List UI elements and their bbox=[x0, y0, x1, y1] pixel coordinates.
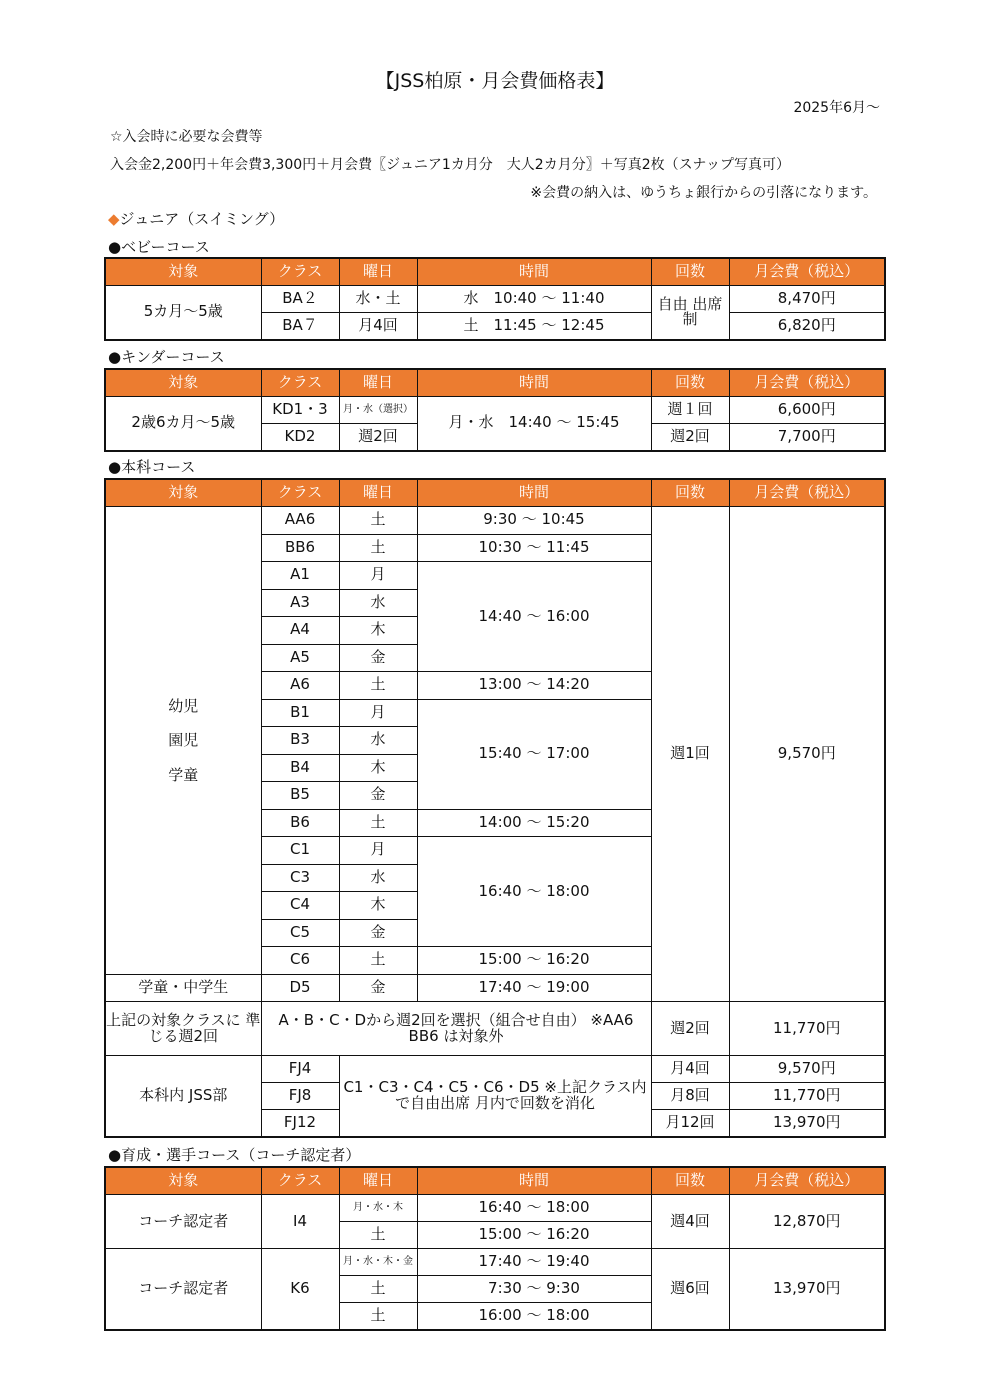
class-cell: A4 bbox=[261, 617, 339, 645]
class-cell: A5 bbox=[261, 644, 339, 672]
day-cell: 月4回 bbox=[339, 313, 417, 340]
column-header: 時間 bbox=[417, 369, 651, 397]
target-cell: 学童・中学生 bbox=[105, 974, 261, 1002]
fee-cell: 13,970円 bbox=[729, 1249, 885, 1330]
time-cell: 17:40 ～ 19:00 bbox=[417, 974, 651, 1002]
class-cell: K6 bbox=[261, 1249, 339, 1330]
count-cell: 月12回 bbox=[651, 1110, 729, 1137]
class-cell: FJ12 bbox=[261, 1110, 339, 1137]
table-header bbox=[105, 479, 885, 507]
count-cell: 週2回 bbox=[651, 1002, 729, 1056]
time-cell: 16:40 ～ 18:00 bbox=[417, 837, 651, 947]
class-cell: C4 bbox=[261, 892, 339, 920]
day-cell: 土 bbox=[339, 507, 417, 535]
column-header: 時間 bbox=[417, 258, 651, 286]
class-cell: FJ8 bbox=[261, 1083, 339, 1110]
effective-date: 2025年6月～ bbox=[793, 100, 880, 116]
fee-cell: 8,470円 bbox=[729, 286, 885, 313]
column-header: 曜日 bbox=[339, 1167, 417, 1195]
time-cell: 9:30 ～ 10:45 bbox=[417, 507, 651, 535]
count-cell: 週1回 bbox=[651, 507, 729, 1002]
description-cell: C1・C3・C4・C5・C6・D5 ※上記クラス内で自由出席 月内で回数を消化 bbox=[339, 1056, 651, 1137]
target-cell: コーチ認定者 bbox=[105, 1249, 261, 1330]
intro-fees: 入会金2,200円＋年会費3,300円＋月会費〖ジュニア1カ月分 大人2カ月分〗＋写真2枚（スナップ写真可） bbox=[110, 157, 791, 173]
time-cell: 10:30 ～ 11:45 bbox=[417, 534, 651, 562]
table-header bbox=[105, 369, 885, 397]
column-header: 時間 bbox=[417, 1167, 651, 1195]
column-header: 対象 bbox=[105, 258, 261, 286]
day-cell: 水 bbox=[339, 589, 417, 617]
day-cell: 土 bbox=[339, 1276, 417, 1303]
class-cell: KD2 bbox=[261, 424, 339, 451]
column-header: 曜日 bbox=[339, 479, 417, 507]
column-header: 曜日 bbox=[339, 369, 417, 397]
class-cell: KD1・3 bbox=[261, 397, 339, 424]
day-cell: 金 bbox=[339, 782, 417, 810]
class-cell: B5 bbox=[261, 782, 339, 810]
day-cell: 金 bbox=[339, 974, 417, 1002]
class-cell: C1 bbox=[261, 837, 339, 865]
day-cell: 土 bbox=[339, 672, 417, 700]
day-cell: 木 bbox=[339, 617, 417, 645]
page-title: 【JSS柏原・月会費価格表】 bbox=[375, 70, 615, 92]
target-cell: 5カ月～5歳 bbox=[105, 286, 261, 340]
column-header: 回数 bbox=[651, 369, 729, 397]
count-cell: 週6回 bbox=[651, 1249, 729, 1330]
kinder-course-title: ●キンダーコース bbox=[108, 348, 225, 366]
class-cell: A6 bbox=[261, 672, 339, 700]
column-header: 対象 bbox=[105, 479, 261, 507]
time-cell: 13:00 ～ 14:20 bbox=[417, 672, 651, 700]
fee-cell: 7,700円 bbox=[729, 424, 885, 451]
time-cell: 14:40 ～ 16:00 bbox=[417, 562, 651, 672]
junior-label: ジュニア（スイミング） bbox=[119, 210, 285, 228]
target-cell: 上記の対象クラスに 準じる週2回 bbox=[105, 1002, 261, 1056]
column-header: 回数 bbox=[651, 258, 729, 286]
time-cell: 16:40 ～ 18:00 bbox=[417, 1195, 651, 1222]
day-cell: 水・土 bbox=[339, 286, 417, 313]
fee-cell: 9,570円 bbox=[729, 507, 885, 1002]
description-cell: A・B・C・Dから週2回を選択（組合せ自由） ※AA6 BB6 は対象外 bbox=[261, 1002, 651, 1056]
day-cell: 土 bbox=[339, 1303, 417, 1330]
intro-heading: ☆入会時に必要な会費等 bbox=[110, 129, 263, 145]
target-cell: コーチ認定者 bbox=[105, 1195, 261, 1249]
table-row bbox=[105, 1195, 885, 1222]
day-cell: 月 bbox=[339, 837, 417, 865]
target-label: 学童 bbox=[168, 765, 199, 784]
column-header: 時間 bbox=[417, 479, 651, 507]
fee-cell: 13,970円 bbox=[729, 1110, 885, 1137]
junior-heading bbox=[108, 208, 284, 229]
table-row bbox=[105, 1002, 885, 1056]
column-header: 曜日 bbox=[339, 258, 417, 286]
table-row bbox=[105, 286, 885, 313]
day-cell: 木 bbox=[339, 892, 417, 920]
day-cell: 月・水・木 bbox=[339, 1195, 417, 1222]
time-cell: 月・水 14:40 ～ 15:45 bbox=[417, 397, 651, 451]
count-cell: 月8回 bbox=[651, 1083, 729, 1110]
table-header bbox=[105, 258, 885, 286]
time-cell: 水 10:40 ～ 11:40 bbox=[417, 286, 651, 313]
column-header: クラス bbox=[261, 479, 339, 507]
column-header: 月会費（税込） bbox=[729, 1167, 885, 1195]
class-cell: D5 bbox=[261, 974, 339, 1002]
day-cell: 月・水（選択） bbox=[339, 397, 417, 424]
fee-cell: 6,600円 bbox=[729, 397, 885, 424]
diamond-icon: ◆ bbox=[108, 210, 120, 228]
target-label: 園児 bbox=[168, 731, 199, 749]
day-cell: 土 bbox=[339, 947, 417, 975]
column-header: クラス bbox=[261, 369, 339, 397]
class-cell: A1 bbox=[261, 562, 339, 590]
target-cell bbox=[105, 507, 261, 975]
class-cell: AA6 bbox=[261, 507, 339, 535]
fee-cell: 11,770円 bbox=[729, 1083, 885, 1110]
day-cell: 土 bbox=[339, 1222, 417, 1249]
time-cell: 15:00 ～ 16:20 bbox=[417, 1222, 651, 1249]
day-cell: 土 bbox=[339, 534, 417, 562]
class-cell: BA２ bbox=[261, 286, 339, 313]
column-header: クラス bbox=[261, 258, 339, 286]
count-cell: 週１回 bbox=[651, 397, 729, 424]
column-header: 回数 bbox=[651, 479, 729, 507]
class-cell: B4 bbox=[261, 754, 339, 782]
class-cell: FJ4 bbox=[261, 1056, 339, 1083]
class-cell: BB6 bbox=[261, 534, 339, 562]
column-header: 月会費（税込） bbox=[729, 369, 885, 397]
table-row bbox=[105, 507, 885, 535]
count-cell: 週4回 bbox=[651, 1195, 729, 1249]
honka-course-table bbox=[104, 478, 886, 1138]
intro-note: ※会費の納入は、ゆうちょ銀行からの引落になります。 bbox=[530, 185, 877, 201]
class-cell: BA７ bbox=[261, 313, 339, 340]
table-row bbox=[105, 397, 885, 424]
target-label: 幼児 bbox=[168, 696, 199, 715]
class-cell: A3 bbox=[261, 589, 339, 617]
fee-cell: 11,770円 bbox=[729, 1002, 885, 1056]
column-header: 対象 bbox=[105, 369, 261, 397]
column-header: クラス bbox=[261, 1167, 339, 1195]
time-cell: 15:00 ～ 16:20 bbox=[417, 947, 651, 975]
target-cell: 本科内 JSS部 bbox=[105, 1056, 261, 1137]
baby-course-table bbox=[104, 257, 886, 341]
class-cell: C3 bbox=[261, 864, 339, 892]
table-row bbox=[105, 1056, 885, 1083]
time-cell: 14:00 ～ 15:20 bbox=[417, 809, 651, 837]
honka-course-title: ●本科コース bbox=[108, 458, 196, 476]
time-cell: 7:30 ～ 9:30 bbox=[417, 1276, 651, 1303]
column-header: 対象 bbox=[105, 1167, 261, 1195]
class-cell: C5 bbox=[261, 919, 339, 947]
class-cell: B1 bbox=[261, 699, 339, 727]
day-cell: 金 bbox=[339, 919, 417, 947]
fee-cell: 6,820円 bbox=[729, 313, 885, 340]
day-cell: 月 bbox=[339, 562, 417, 590]
day-cell: 週2回 bbox=[339, 424, 417, 451]
count-cell: 週2回 bbox=[651, 424, 729, 451]
column-header: 月会費（税込） bbox=[729, 258, 885, 286]
coach-course-title: ●育成・選手コース（コーチ認定者） bbox=[108, 1146, 361, 1164]
table-header bbox=[105, 1167, 885, 1195]
class-cell: B3 bbox=[261, 727, 339, 755]
fee-cell: 12,870円 bbox=[729, 1195, 885, 1249]
time-cell: 土 11:45 ～ 12:45 bbox=[417, 313, 651, 340]
count-cell: 月4回 bbox=[651, 1056, 729, 1083]
fee-cell: 9,570円 bbox=[729, 1056, 885, 1083]
time-cell: 17:40 ～ 19:40 bbox=[417, 1249, 651, 1276]
time-cell: 15:40 ～ 17:00 bbox=[417, 699, 651, 809]
baby-course-title: ●ベビーコース bbox=[108, 238, 210, 256]
class-cell: I4 bbox=[261, 1195, 339, 1249]
day-cell: 水 bbox=[339, 864, 417, 892]
coach-course-table bbox=[104, 1166, 886, 1331]
day-cell: 金 bbox=[339, 644, 417, 672]
column-header: 月会費（税込） bbox=[729, 479, 885, 507]
column-header: 回数 bbox=[651, 1167, 729, 1195]
class-cell: B6 bbox=[261, 809, 339, 837]
day-cell: 土 bbox=[339, 809, 417, 837]
time-cell: 16:00 ～ 18:00 bbox=[417, 1303, 651, 1330]
day-cell: 月・水・木・金 bbox=[339, 1249, 417, 1276]
table-row bbox=[105, 1249, 885, 1276]
count-cell: 自由 出席制 bbox=[651, 286, 729, 340]
kinder-course-table bbox=[104, 368, 886, 452]
day-cell: 木 bbox=[339, 754, 417, 782]
class-cell: C6 bbox=[261, 947, 339, 975]
day-cell: 月 bbox=[339, 699, 417, 727]
day-cell: 水 bbox=[339, 727, 417, 755]
target-cell: 2歳6カ月～5歳 bbox=[105, 397, 261, 451]
